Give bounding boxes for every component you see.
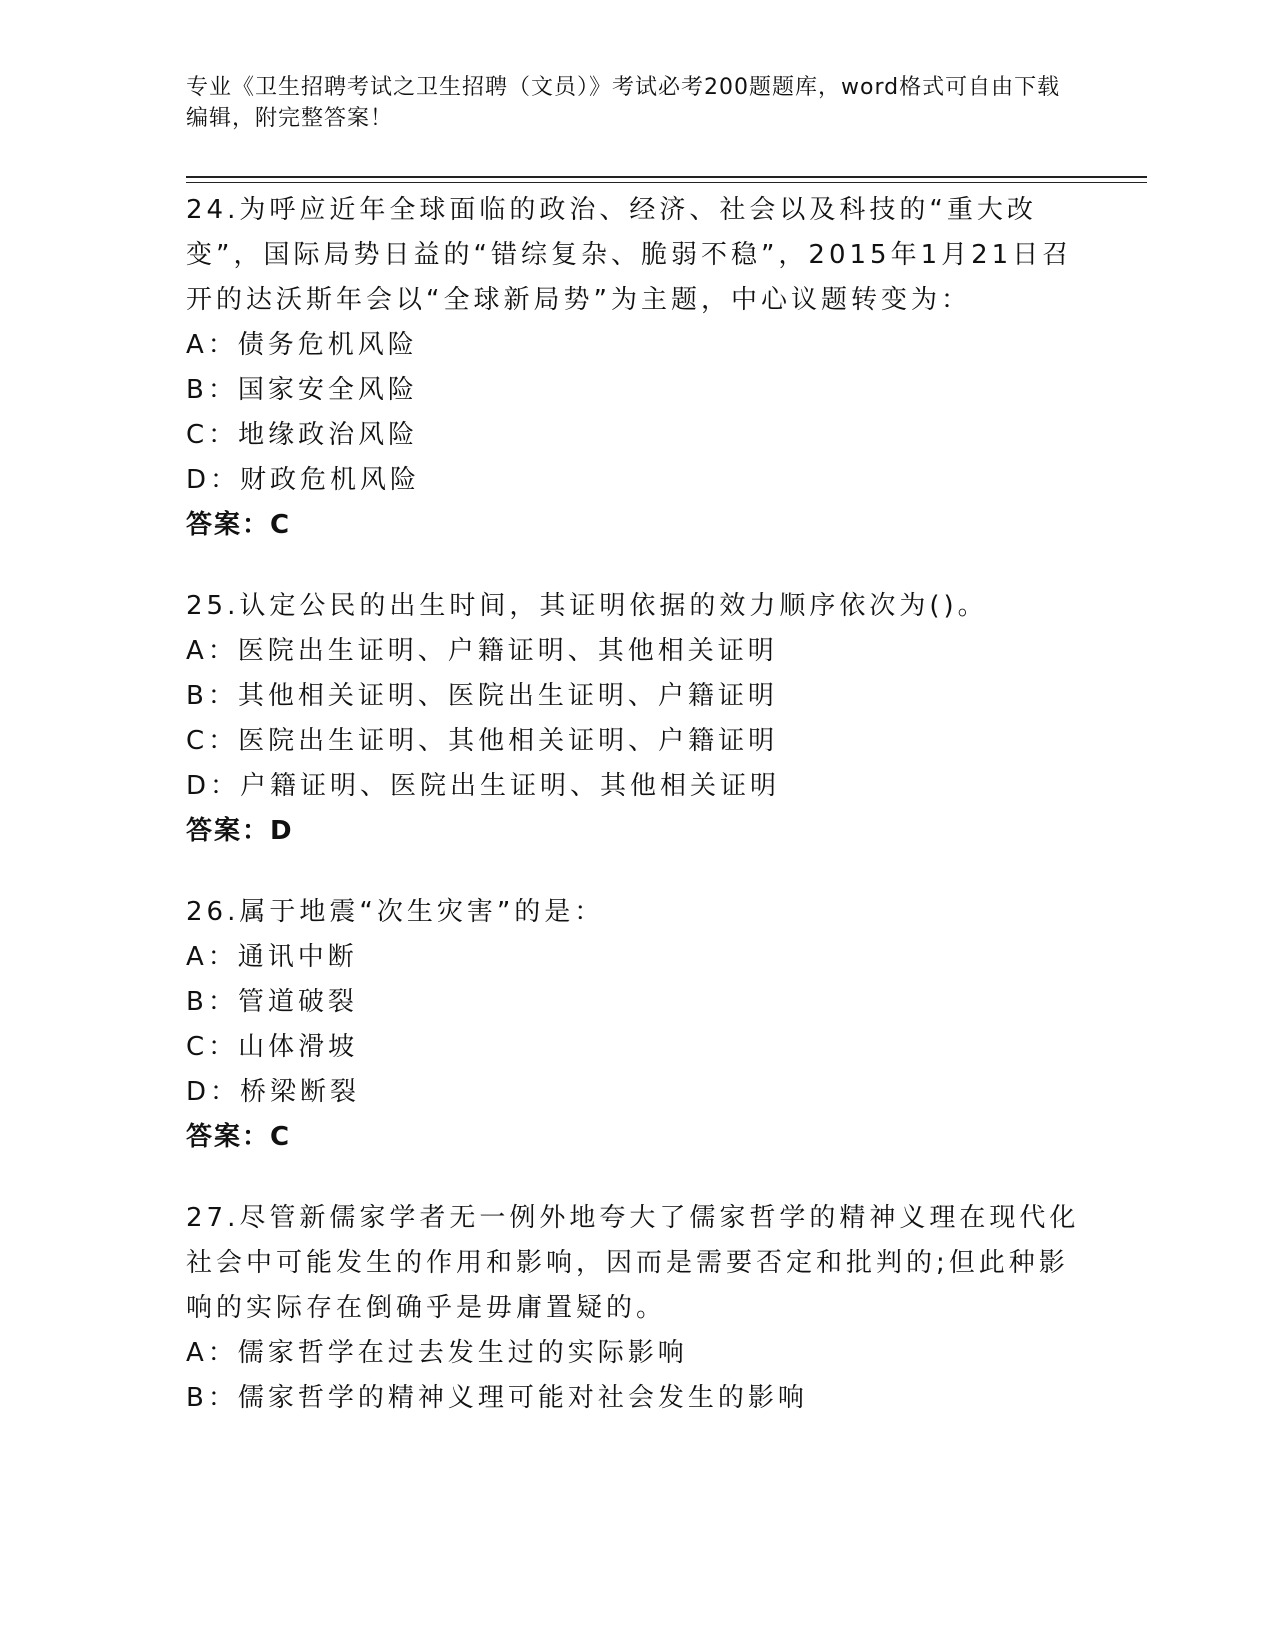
option-a: A：医院出生证明、户籍证明、其他相关证明 [186, 636, 778, 666]
question-stem: 24.为呼应近年全球面临的政治、经济、社会以及科技的“重大改变”，国际局势日益的“错综复杂、脆弱不稳”，2015年1月21日召开的达沃斯年会以“全球新局势”为主题，中心议题转变为： [186, 195, 1073, 315]
question-stem: 25.认定公民的出生时间，其证明依据的效力顺序依次为()。 [186, 591, 988, 621]
page-header: 专业《卫生招聘考试之卫生招聘（文员）》考试必考200题题库，word格式可自由下载编辑，附完整答案！ [186, 75, 1061, 131]
option-c: C：地缘政治风险 [186, 420, 419, 450]
question-stem: 26.属于地震“次生灾害”的是： [186, 897, 605, 927]
header-rule-thin [186, 182, 1147, 183]
option-c: C：医院出生证明、其他相关证明、户籍证明 [186, 726, 779, 756]
option-d: D：户籍证明、医院出生证明、其他相关证明 [186, 771, 781, 801]
option-b: B：其他相关证明、医院出生证明、户籍证明 [186, 681, 778, 711]
option-a: A：儒家哲学在过去发生过的实际影响 [186, 1338, 688, 1368]
option-d: D：财政危机风险 [186, 465, 421, 495]
question-27 [186, 1196, 1086, 1421]
question-25 [186, 584, 1086, 854]
option-b: B：国家安全风险 [186, 375, 418, 405]
header-rule-thick [186, 176, 1147, 178]
answer: 答案：D [186, 816, 294, 846]
option-d: D：桥梁断裂 [186, 1077, 361, 1107]
answer: 答案：C [186, 1122, 292, 1152]
question-list [186, 188, 1086, 1457]
option-b: B：儒家哲学的精神义理可能对社会发生的影响 [186, 1383, 808, 1413]
question-24 [186, 188, 1086, 548]
answer: 答案：C [186, 510, 292, 540]
question-stem: 27.尽管新儒家学者无一例外地夸大了儒家哲学的精神义理在现代化社会中可能发生的作用和影响，因而是需要否定和批判的;但此种影响的实际存在倒确乎是毋庸置疑的。 [186, 1203, 1080, 1323]
question-26 [186, 890, 1086, 1160]
option-a: A：通讯中断 [186, 942, 358, 972]
option-c: C：山体滑坡 [186, 1032, 359, 1062]
option-b: B：管道破裂 [186, 987, 358, 1017]
option-a: A：债务危机风险 [186, 330, 418, 360]
